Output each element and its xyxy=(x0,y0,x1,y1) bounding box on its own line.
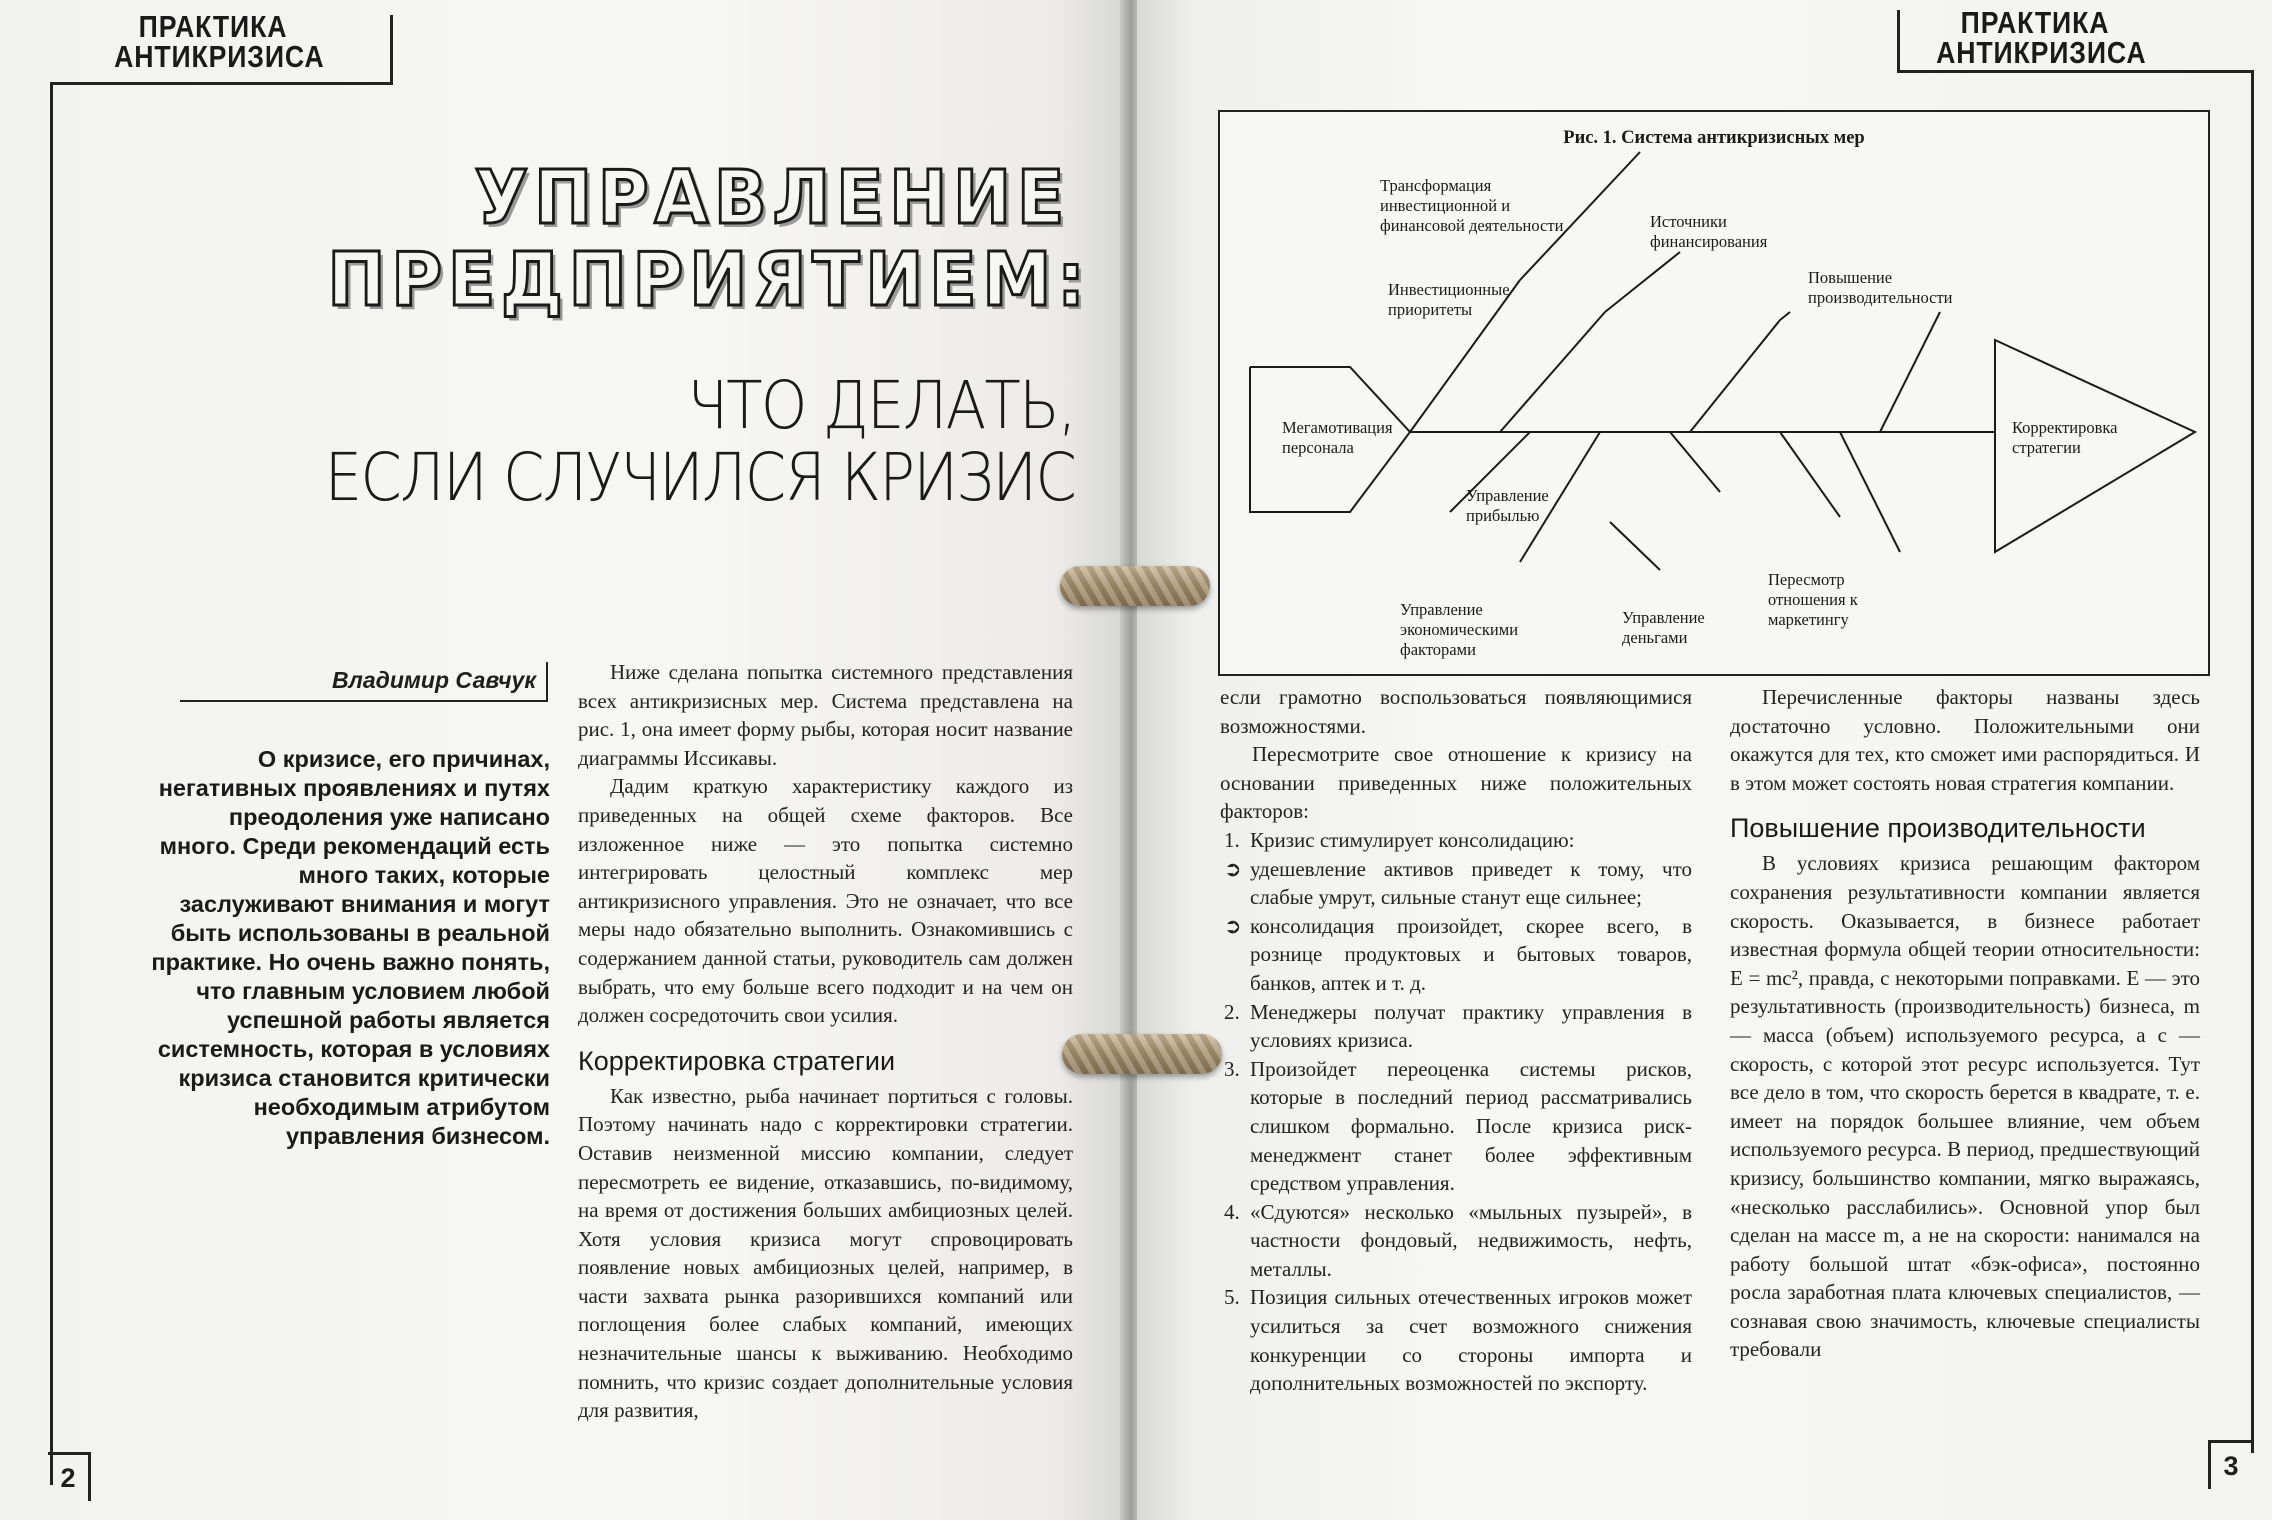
list-marker: 1. xyxy=(1224,827,1240,852)
article-subtitle-line-2: ЕСЛИ СЛУЧИЛСЯ КРИЗИС xyxy=(324,439,1075,516)
list-marker: 2. xyxy=(1224,999,1240,1024)
label-money: Управление деньгами xyxy=(1622,608,1705,647)
factors-list xyxy=(1220,826,1692,1398)
section-heading: Корректировка стратегии xyxy=(578,1045,896,1076)
page-number: 3 xyxy=(2208,1440,2251,1489)
right-header-divider xyxy=(1897,10,1900,72)
list-item-text: Кризис стимулирует консолидацию: xyxy=(1250,827,1575,852)
paragraph: Как известно, рыба начинает портиться с головы. Поэтому начинать надо с корректировки стратегии. Оставив неизменной миссию компании, следует пересмотреть ее видение, отказавшись, по-видимому, на время от достижения больших амбициозных целей. Хотя условия кризиса могут спровоцировать появление новых амбициозных целей, например, в части захвата рынка разорившихся компаний или поглощения более слабых компаний, имеющих незначительные шансы к выживанию. Необходимо помнить, что кризис создает дополнительные условия для развития, xyxy=(578,1083,1073,1423)
paragraph: В условиях кризиса решающим фактором сохранения результативности компании является скорость. Оказывается, в бизнесе работает известная формула общей теории относительности: E = mc², правда, с некоторыми поправками. E — это результативность (производительность) бизнеса, m — масса (объем) используемого ресурса, а c — скорость, с которой этот ресурс используется. Тут все дело в том, что скорость берется в квадрате, т. е. имеет на порядок большее влияние, чем объем используемого ресурса. В период, предшествующий кризису, большинство компании, мягко выражаясь, «несколько расслабились». Основной упор был сделан на массе m, а не на скорости: нанимался на работу большой штат «бэк-офиса», постоянно росла заработная плата ключевых специалистов, — сознавая свою значимость, ключевые специалисты требовали xyxy=(1730,851,2200,1362)
bone-upper-3 xyxy=(1500,312,1605,432)
page-number: 2 xyxy=(48,1452,91,1501)
bone-upper-4 xyxy=(1605,252,1680,312)
label-investment-priorities: Инвестиционные приоритеты xyxy=(1388,280,1510,319)
text-column-1 xyxy=(578,658,1073,1425)
label-strategy: Корректировка стратегии xyxy=(2012,418,2118,457)
article-subtitle-line-1: ЧТО ДЕЛАТЬ, xyxy=(687,367,1075,444)
label-transformation: Трансформация инвестиционной и финансовой деятельности xyxy=(1380,176,1564,235)
label-motivation: Мегамотивация персонала xyxy=(1282,418,1393,457)
label-economic: Управление экономическими факторами xyxy=(1400,600,1519,659)
binding-ring-bottom xyxy=(1062,1034,1222,1074)
list-item xyxy=(1220,855,1692,912)
list-item xyxy=(1220,998,1692,1055)
list-marker: 4. xyxy=(1224,1199,1240,1224)
label-funding-sources: Источники финансирования xyxy=(1650,212,1768,251)
list-marker: 5. xyxy=(1224,1285,1240,1310)
bone-lower-6 xyxy=(1780,432,1840,517)
list-item-text: Произойдет переоценка системы рисков, которые в последний период рассматривались слишком формально. После кризиса риск-менеджмент станет более эффективным средством управления. xyxy=(1250,1056,1692,1196)
bone-lower-4 xyxy=(1610,522,1660,570)
list-item-text: Менеджеры получат практику управления в условиях кризиса. xyxy=(1250,999,1692,1053)
list-item xyxy=(1220,1283,1692,1397)
section-label: ПРАКТИКА АНТИКРИЗИСА xyxy=(109,12,317,72)
list-marker: ➲ xyxy=(1224,856,1242,881)
article-title-line-2: ПРЕДПРИЯТИЕМ: xyxy=(327,237,1091,323)
bone-upper-5 xyxy=(1690,320,1780,432)
paragraph: Пересмотрите свое отношение к кризису на основании приведенных ниже положительных факторов: xyxy=(1220,742,1692,824)
left-header-divider xyxy=(390,15,393,85)
list-item xyxy=(1220,912,1692,998)
fishbone-diagram xyxy=(1218,110,2210,676)
text-column-3 xyxy=(1730,683,2200,1364)
fishbone-lines xyxy=(1220,112,2208,674)
paragraph: если грамотно воспользоваться появляющимися возможностями. xyxy=(1220,685,1692,738)
list-item-text: удешевление активов приведет к тому, что слабые умрут, сильные станут еще сильнее; xyxy=(1250,856,1692,910)
label-marketing: Пересмотр отношения к маркетингу xyxy=(1768,570,1858,629)
text-column-2 xyxy=(1220,683,1692,1398)
bone-upper-6 xyxy=(1780,312,1790,320)
list-marker: 3. xyxy=(1224,1056,1240,1081)
section-label: ПРАКТИКА АНТИКРИЗИСА xyxy=(1936,5,2147,70)
list-item xyxy=(1220,1198,1692,1284)
bone-lower-5 xyxy=(1840,432,1900,552)
lead-paragraph: О кризисе, его причинах, негативных проявлениях и путях преодоления уже написано много. Среди рекомендаций есть много таких, которые заслуживают внимания и могут быть использованы в реальной практике. Но очень важно понять, что главным условием любой успешной работы является системность, которая в условиях кризиса становится критически необходимым атрибутом управления бизнесом. xyxy=(151,746,550,1149)
list-item-text: «Сдуются» несколько «мыльных пузырей», в частности фондовый, недвижимость, нефть, металлы. xyxy=(1250,1199,1692,1281)
article-title-line-1: УПРАВЛЕНИЕ xyxy=(474,155,1070,241)
author-name: Владимир Савчук xyxy=(180,662,548,702)
paragraph: Ниже сделана попытка системного представления всех антикризисных мер. Система представлена на рис. 1, она имеет форму рыбы, которая носит название диаграммы Иссикавы. xyxy=(578,660,1073,770)
list-item xyxy=(1220,826,1692,855)
left-page xyxy=(0,0,1125,1520)
list-item xyxy=(1220,1055,1692,1198)
list-item-text: консолидация произойдет, скорее всего, в рознице продуктовых и бытовых товаров, банков, аптек и т. д. xyxy=(1250,913,1692,995)
section-heading: Повышение производительности xyxy=(1730,813,2146,844)
binding-ring-top xyxy=(1060,566,1210,606)
label-profit: Управление прибылью xyxy=(1466,486,1549,525)
label-productivity: Повышение производительности xyxy=(1808,268,1953,307)
diagram-title: Рис. 1. Система антикризисных мер xyxy=(1563,128,1865,148)
paragraph: Перечисленные факторы названы здесь достаточно условно. Положительными они окажутся для тех, кто сможет ими распорядиться. И в этом может состоять новая стратегия компании. xyxy=(1730,685,2200,795)
bone-lower-3 xyxy=(1670,432,1720,492)
bone-upper-7 xyxy=(1880,312,1940,432)
paragraph: Дадим краткую характеристику каждого из приведенных на общей схеме факторов. Все изложенное ниже — это попытка системно интегрировать целостный комплекс мер антикризисного управления. Это не означает, что все меры надо обязательно выполнить. Ознакомившись с содержанием данной статьи, руководитель сам должен выбрать, что ему больше всего подходит и на чем он должен сосредоточить свои усилия. xyxy=(578,774,1073,1028)
list-item-text: Позиция сильных отечественных игроков может усилиться за счет возможного снижения конкуренции со стороны импорта и дополнительных возможностей по экспорту. xyxy=(1250,1285,1692,1396)
list-marker: ➲ xyxy=(1224,913,1242,938)
